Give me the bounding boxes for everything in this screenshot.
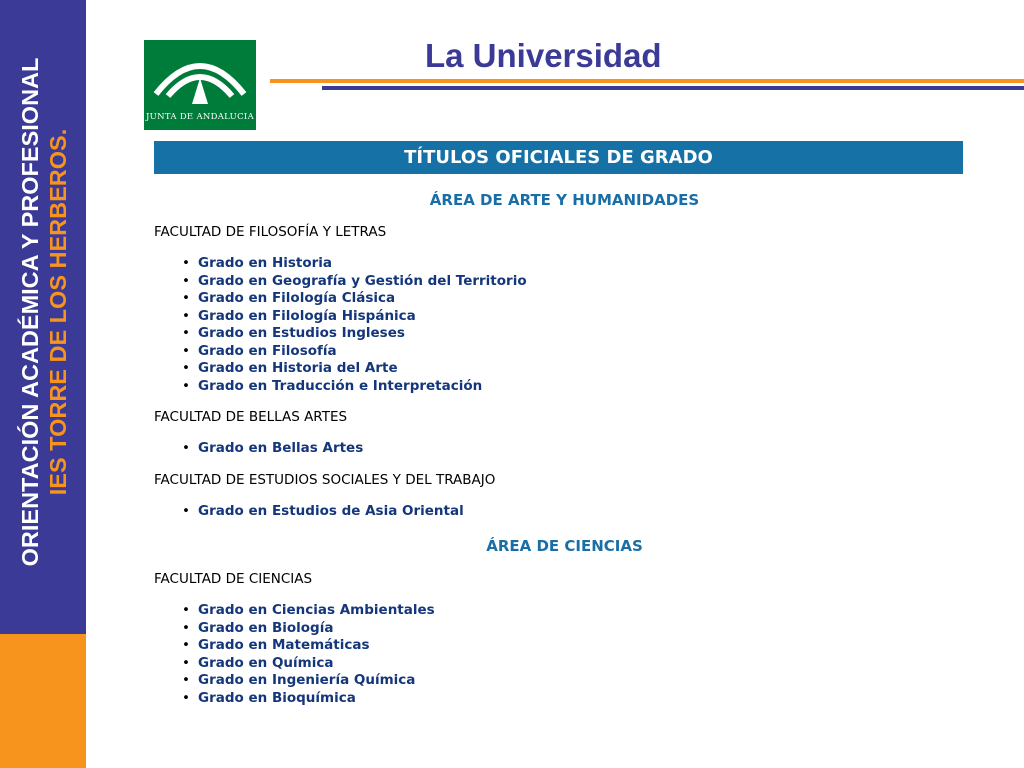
sidebar [0, 0, 86, 768]
faculty-filosofia-letras: FACULTAD DE FILOSOFÍA Y LETRAS [154, 224, 387, 240]
list-item[interactable]: • Grado en Bellas Artes [182, 440, 364, 456]
list-item[interactable]: • Grado en Química [182, 654, 334, 671]
area-title-ciencias: ÁREA DE CIENCIAS [486, 537, 643, 555]
list-item[interactable]: • Grado en Filología Hispánica [182, 307, 416, 324]
title-underline-blue [322, 86, 1024, 90]
list-item[interactable]: • Grado en Historia del Arte [182, 360, 398, 376]
faculty-bellas-artes: FACULTAD DE BELLAS ARTES [154, 409, 348, 425]
list-item[interactable]: • Grado en Estudios de Asia Oriental [182, 502, 464, 519]
list-item[interactable]: • Grado en Geografía y Gestión del Territorio [182, 272, 527, 289]
section-banner: TÍTULOS OFICIALES DE GRADO [154, 141, 963, 174]
title-underline-orange [270, 79, 1024, 83]
faculty-ciencias: FACULTAD DE CIENCIAS [154, 571, 313, 587]
logo-text: JUNTA DE ANDALUCIA [145, 112, 255, 122]
degree-list-filosofia-letras [154, 255, 963, 395]
list-item[interactable]: • Grado en Ingeniería Química [182, 672, 416, 688]
list-item[interactable]: • Grado en Historia [182, 255, 333, 271]
list-item[interactable]: • Grado en Biología [182, 619, 334, 636]
sidebar-orange-band [0, 634, 86, 768]
degree-list-estudios-sociales [154, 503, 963, 521]
area-title-arte: ÁREA DE ARTE Y HUMANIDADES [429, 191, 700, 209]
list-item[interactable]: • Grado en Filosofía [182, 342, 337, 359]
degree-list [154, 190, 963, 707]
degree-list-bellas-artes [154, 440, 963, 458]
list-item[interactable]: • Grado en Estudios Ingleses [182, 325, 405, 341]
list-item[interactable]: • Grado en Filología Clásica [182, 290, 396, 306]
degree-list-ciencias [154, 602, 963, 707]
faculty-estudios-sociales: FACULTAD DE ESTUDIOS SOCIALES Y DEL TRABAJO [154, 471, 496, 488]
list-item[interactable]: • Grado en Bioquímica [182, 689, 356, 706]
list-item[interactable]: • Grado en Traducción e Interpretación [182, 377, 483, 394]
list-item[interactable]: • Grado en Ciencias Ambientales [182, 602, 435, 618]
sidebar-school-name: IES TORRE DE LOS HERBEROS. [45, 128, 71, 496]
junta-de-andalucia-logo [144, 40, 256, 130]
page-title: La Universidad [425, 37, 662, 74]
sidebar-title: ORIENTACIÓN ACADÉMICA Y PROFESIONAL [17, 57, 43, 567]
list-item[interactable]: • Grado en Matemáticas [182, 637, 370, 653]
